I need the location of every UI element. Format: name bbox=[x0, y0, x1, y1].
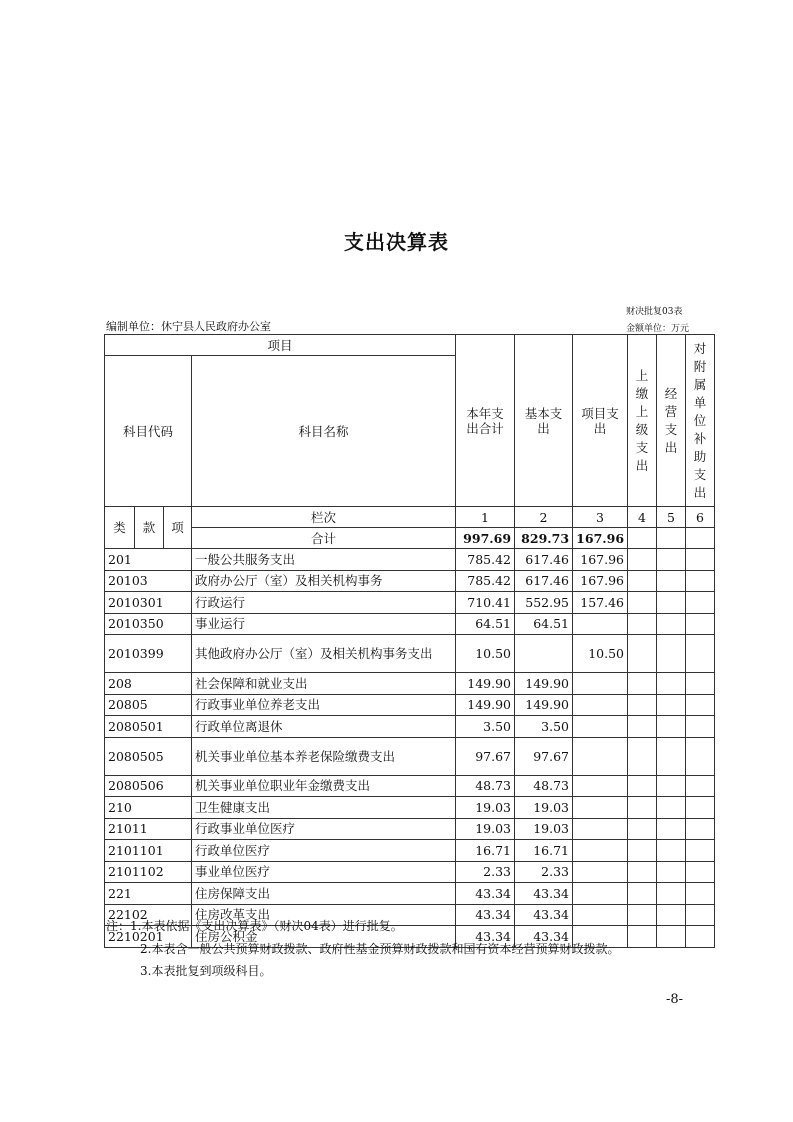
cell-empty bbox=[657, 694, 686, 716]
note-3: 3.本表批复到项级科目。 bbox=[140, 964, 272, 978]
cell-name: 一般公共服务支出 bbox=[192, 549, 456, 571]
cell-code: 208 bbox=[105, 673, 192, 695]
cell-c1: 710.41 bbox=[456, 592, 515, 614]
total-c3: 167.96 bbox=[573, 528, 628, 549]
notes bbox=[106, 915, 619, 983]
cell-empty bbox=[686, 592, 715, 614]
cell-c2: 97.67 bbox=[515, 737, 573, 775]
cell-c1: 19.03 bbox=[456, 818, 515, 840]
cell-c2: 552.95 bbox=[515, 592, 573, 614]
cell-empty bbox=[628, 797, 657, 819]
cell-c1: 149.90 bbox=[456, 694, 515, 716]
cell-c2: 19.03 bbox=[515, 797, 573, 819]
table-row bbox=[105, 737, 715, 775]
cell-empty bbox=[657, 673, 686, 695]
cell-empty bbox=[686, 904, 715, 926]
cell-code: 22102 bbox=[105, 904, 192, 926]
cell-name: 住房公积金 bbox=[192, 926, 456, 948]
cell-name: 事业单位医疗 bbox=[192, 861, 456, 883]
cell-empty bbox=[657, 797, 686, 819]
cell-empty bbox=[686, 737, 715, 775]
cell-name: 机关事业单位职业年金缴费支出 bbox=[192, 775, 456, 797]
header-c1: 本年支出合计 bbox=[456, 335, 515, 507]
table-row bbox=[105, 883, 715, 905]
cell-empty bbox=[686, 926, 715, 948]
cell-code: 2010301 bbox=[105, 592, 192, 614]
cell-name: 住房保障支出 bbox=[192, 883, 456, 905]
cell-c1: 19.03 bbox=[456, 797, 515, 819]
cell-code: 2010399 bbox=[105, 635, 192, 673]
cell-empty bbox=[657, 861, 686, 883]
cell-c3 bbox=[573, 883, 628, 905]
cell-c1: 43.34 bbox=[456, 926, 515, 948]
cell-empty bbox=[686, 818, 715, 840]
total-c1: 997.69 bbox=[456, 528, 515, 549]
cell-c1: 3.50 bbox=[456, 716, 515, 738]
cell-c3 bbox=[573, 673, 628, 695]
cell-empty bbox=[628, 694, 657, 716]
cell-empty bbox=[686, 694, 715, 716]
cell-empty bbox=[628, 904, 657, 926]
cell-name: 行政事业单位养老支出 bbox=[192, 694, 456, 716]
table-row bbox=[105, 635, 715, 673]
header-c5: 经营支出 bbox=[657, 335, 686, 507]
cell-empty bbox=[657, 635, 686, 673]
cell-c2: 149.90 bbox=[515, 673, 573, 695]
cell-c3 bbox=[573, 861, 628, 883]
cell-empty bbox=[657, 570, 686, 592]
cell-code: 2080505 bbox=[105, 737, 192, 775]
cell-code: 2010350 bbox=[105, 613, 192, 635]
cell-code: 201 bbox=[105, 549, 192, 571]
cell-c2: 19.03 bbox=[515, 818, 573, 840]
cell-empty bbox=[686, 570, 715, 592]
cell-c3: 167.96 bbox=[573, 570, 628, 592]
col-number: 1 bbox=[456, 507, 515, 528]
expenditure-table bbox=[104, 334, 715, 948]
header-kuan: 款 bbox=[135, 507, 164, 549]
cell-c3 bbox=[573, 613, 628, 635]
cell-code: 20103 bbox=[105, 570, 192, 592]
cell-empty bbox=[628, 592, 657, 614]
cell-name: 机关事业单位基本养老保险缴费支出 bbox=[192, 737, 456, 775]
cell-c2: 617.46 bbox=[515, 570, 573, 592]
cell-c1: 48.73 bbox=[456, 775, 515, 797]
cell-empty bbox=[686, 840, 715, 862]
cell-empty bbox=[686, 549, 715, 571]
cell-c2: 2.33 bbox=[515, 861, 573, 883]
cell-code: 2101102 bbox=[105, 861, 192, 883]
cell-empty bbox=[657, 883, 686, 905]
cell-c2: 64.51 bbox=[515, 613, 573, 635]
cell-c3: 167.96 bbox=[573, 549, 628, 571]
cell-empty bbox=[628, 883, 657, 905]
cell-c3 bbox=[573, 694, 628, 716]
header-c6: 对附属单位补助支出 bbox=[686, 335, 715, 507]
cell-empty bbox=[628, 570, 657, 592]
cell-empty bbox=[686, 883, 715, 905]
cell bbox=[686, 528, 715, 549]
col-number: 6 bbox=[686, 507, 715, 528]
cell-empty bbox=[628, 926, 657, 948]
cell-empty bbox=[657, 818, 686, 840]
compiling-unit: 编制单位：休宁县人民政府办公室 bbox=[106, 320, 271, 333]
header-c4: 上缴上级支出 bbox=[628, 335, 657, 507]
cell-code: 2210201 bbox=[105, 926, 192, 948]
cell-empty bbox=[657, 926, 686, 948]
cell-c3 bbox=[573, 840, 628, 862]
cell-empty bbox=[686, 716, 715, 738]
cell bbox=[628, 528, 657, 549]
cell-empty bbox=[628, 861, 657, 883]
cell-code: 21011 bbox=[105, 818, 192, 840]
col-number: 3 bbox=[573, 507, 628, 528]
col-number: 2 bbox=[515, 507, 573, 528]
cell-name: 事业运行 bbox=[192, 613, 456, 635]
cell-empty bbox=[657, 840, 686, 862]
cell-empty bbox=[628, 673, 657, 695]
cell-c1: 2.33 bbox=[456, 861, 515, 883]
header-xiang: 项 bbox=[164, 507, 192, 549]
cell-c1: 149.90 bbox=[456, 673, 515, 695]
header-lei: 类 bbox=[105, 507, 135, 549]
cell-c3 bbox=[573, 797, 628, 819]
header-lanci: 栏次 bbox=[192, 507, 456, 528]
table-row bbox=[105, 613, 715, 635]
cell-code: 2080501 bbox=[105, 716, 192, 738]
cell-empty bbox=[628, 737, 657, 775]
cell-c1: 43.34 bbox=[456, 904, 515, 926]
total-row bbox=[105, 528, 715, 549]
cell-name: 其他政府办公厅（室）及相关机构事务支出 bbox=[192, 635, 456, 673]
cell-code: 20805 bbox=[105, 694, 192, 716]
page-number: -8- bbox=[666, 992, 684, 1007]
cell-empty bbox=[657, 904, 686, 926]
cell-c1: 16.71 bbox=[456, 840, 515, 862]
table-row bbox=[105, 861, 715, 883]
cell-empty bbox=[686, 797, 715, 819]
cell-c1: 97.67 bbox=[456, 737, 515, 775]
cell-name: 卫生健康支出 bbox=[192, 797, 456, 819]
cell-c1: 785.42 bbox=[456, 549, 515, 571]
cell-name: 社会保障和就业支出 bbox=[192, 673, 456, 695]
table-row bbox=[105, 592, 715, 614]
cell-c1: 10.50 bbox=[456, 635, 515, 673]
cell bbox=[657, 528, 686, 549]
cell-empty bbox=[657, 737, 686, 775]
cell-c2: 43.34 bbox=[515, 926, 573, 948]
cell-empty bbox=[628, 635, 657, 673]
table-row bbox=[105, 818, 715, 840]
note-2: 2.本表含一般公共预算财政拨款、政府性基金预算财政拨款和国有资本经营预算财政拨款。 bbox=[140, 941, 620, 956]
table-row bbox=[105, 797, 715, 819]
cell-c1: 64.51 bbox=[456, 613, 515, 635]
total-label: 合计 bbox=[192, 528, 456, 549]
cell-name: 行政事业单位医疗 bbox=[192, 818, 456, 840]
cell-name: 政府办公厅（室）及相关机构事务 bbox=[192, 570, 456, 592]
cell-empty bbox=[628, 840, 657, 862]
cell-code: 2101101 bbox=[105, 840, 192, 862]
cell-empty bbox=[686, 861, 715, 883]
header-item: 项目 bbox=[105, 335, 456, 356]
table-row bbox=[105, 775, 715, 797]
table-row bbox=[105, 840, 715, 862]
cell-empty bbox=[657, 775, 686, 797]
header-code: 科目代码 bbox=[105, 356, 192, 507]
cell-empty bbox=[657, 549, 686, 571]
cell-c2: 149.90 bbox=[515, 694, 573, 716]
table-row bbox=[105, 673, 715, 695]
cell-c3 bbox=[573, 775, 628, 797]
cell-c3 bbox=[573, 818, 628, 840]
cell-c1: 43.34 bbox=[456, 883, 515, 905]
col-number: 5 bbox=[657, 507, 686, 528]
cell-empty bbox=[628, 549, 657, 571]
cell-c3: 10.50 bbox=[573, 635, 628, 673]
table-row bbox=[105, 694, 715, 716]
cell-empty bbox=[657, 613, 686, 635]
cell-name: 行政单位医疗 bbox=[192, 840, 456, 862]
table-row bbox=[105, 570, 715, 592]
cell-empty bbox=[628, 613, 657, 635]
cell-c2: 43.34 bbox=[515, 904, 573, 926]
cell-empty bbox=[628, 818, 657, 840]
cell-c1: 785.42 bbox=[456, 570, 515, 592]
total-c2: 829.73 bbox=[515, 528, 573, 549]
amount-unit: 金额单位：万元 bbox=[626, 324, 690, 334]
cell-code: 210 bbox=[105, 797, 192, 819]
header-c2: 基本支出 bbox=[515, 335, 573, 507]
cell-c2: 16.71 bbox=[515, 840, 573, 862]
cell-empty bbox=[686, 775, 715, 797]
page-title: 支出决算表 bbox=[344, 230, 449, 254]
cell-c3 bbox=[573, 716, 628, 738]
cell-empty bbox=[657, 716, 686, 738]
cell-c2: 48.73 bbox=[515, 775, 573, 797]
table-row bbox=[105, 549, 715, 571]
cell-empty bbox=[657, 592, 686, 614]
cell-empty bbox=[628, 775, 657, 797]
cell-c2: 617.46 bbox=[515, 549, 573, 571]
col-number: 4 bbox=[628, 507, 657, 528]
cell-code: 221 bbox=[105, 883, 192, 905]
cell-name: 行政单位离退休 bbox=[192, 716, 456, 738]
cell-name: 行政运行 bbox=[192, 592, 456, 614]
header-name: 科目名称 bbox=[192, 356, 456, 507]
cell-empty bbox=[628, 716, 657, 738]
table-row bbox=[105, 716, 715, 738]
cell-c3: 157.46 bbox=[573, 592, 628, 614]
cell-c2: 3.50 bbox=[515, 716, 573, 738]
header-c3: 项目支出 bbox=[573, 335, 628, 507]
note-1: 注：1.本表依据《支出决算表》（财决04表）进行批复。 bbox=[106, 919, 403, 933]
cell-empty bbox=[686, 673, 715, 695]
cell-c2: 43.34 bbox=[515, 883, 573, 905]
cell-empty bbox=[686, 613, 715, 635]
cell-c3 bbox=[573, 737, 628, 775]
cell-c2 bbox=[515, 635, 573, 673]
cell-name: 住房改革支出 bbox=[192, 904, 456, 926]
cell-code: 2080506 bbox=[105, 775, 192, 797]
cell-empty bbox=[686, 635, 715, 673]
form-number: 财决批复03表 bbox=[626, 307, 683, 317]
